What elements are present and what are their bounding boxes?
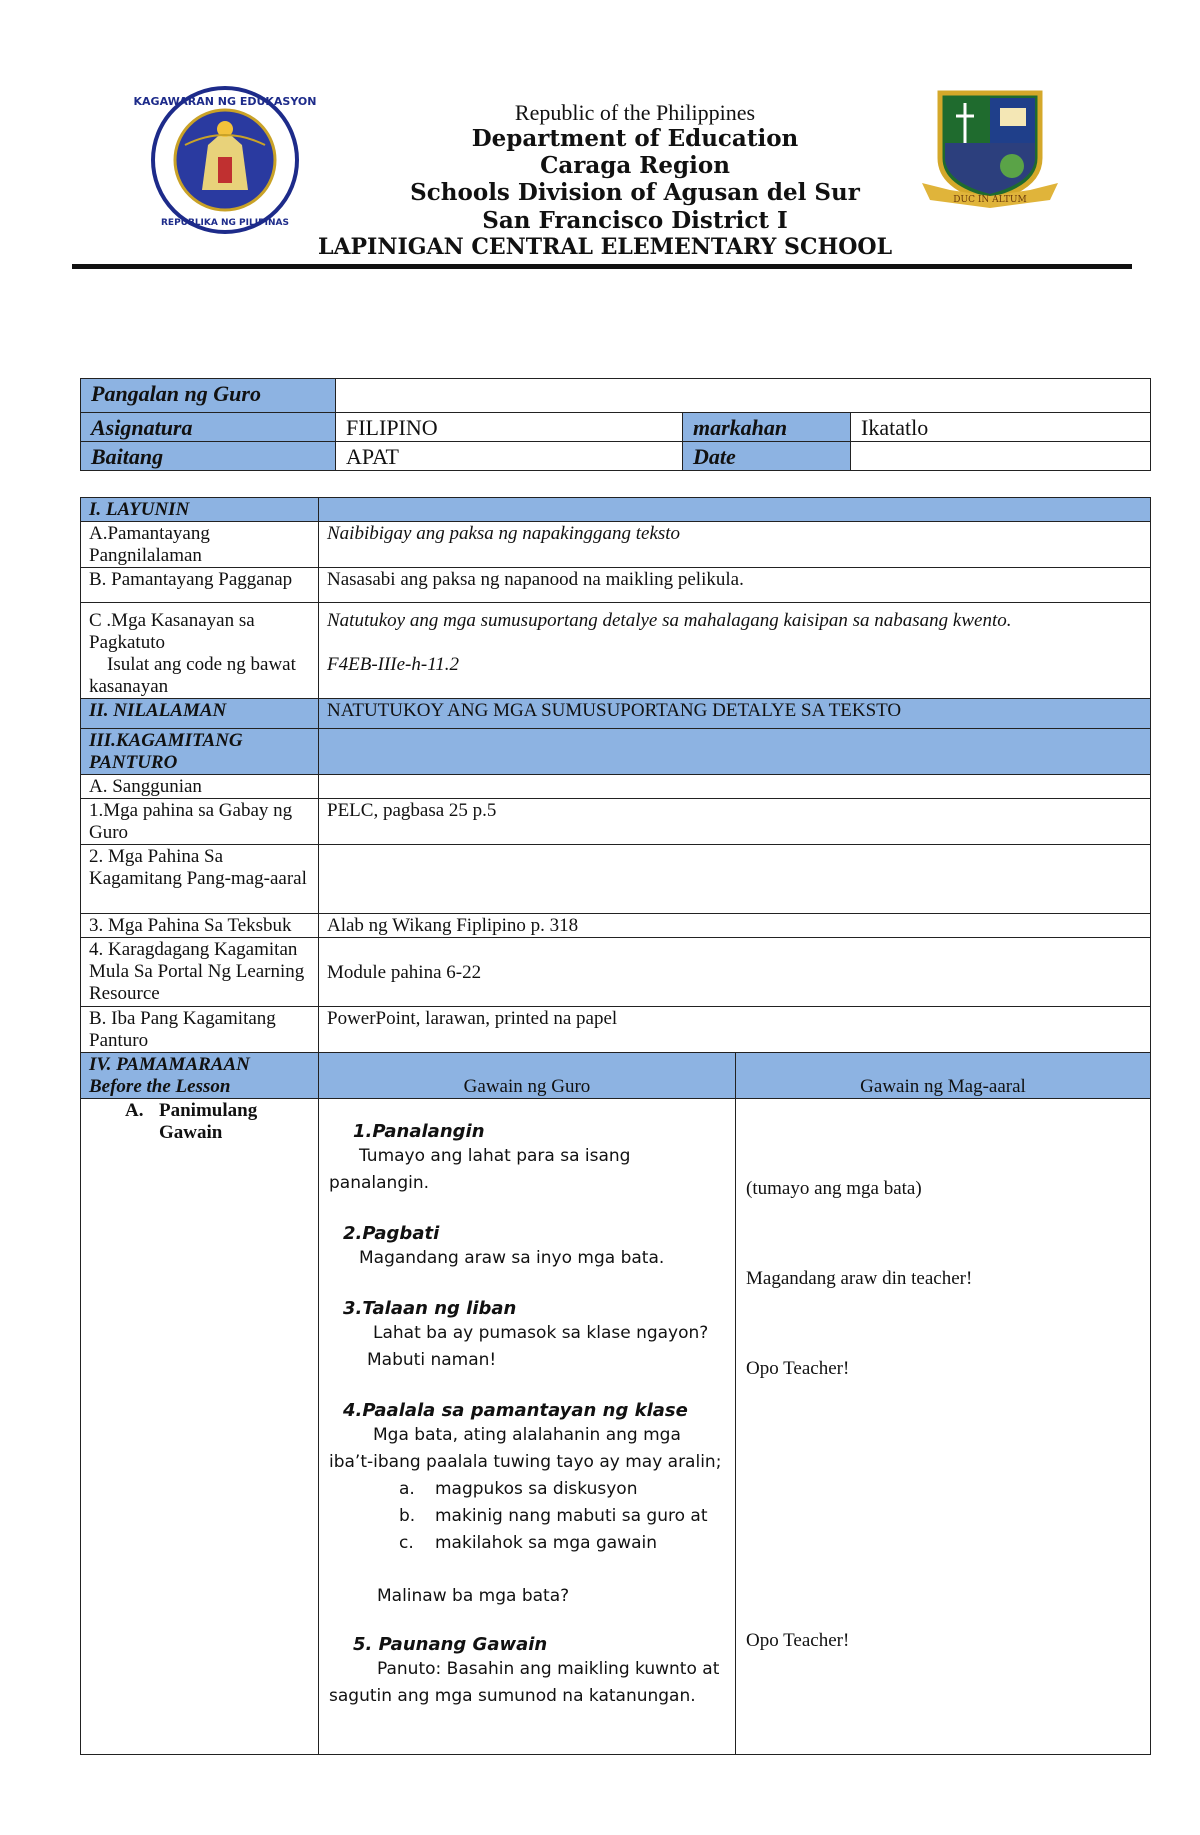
row-value-sanggunian <box>319 775 1151 799</box>
paunang-gawain-title: 5. Paunang Gawain <box>353 1634 548 1655</box>
subject-label: Asignatura <box>81 413 336 442</box>
info-table <box>80 378 1151 471</box>
panalangin-text: Tumayo ang lahat para sa isang panalangin. <box>329 1146 631 1193</box>
kasanayan-code: F4EB-IIIe-h-11.2 <box>327 654 460 675</box>
grade-label: Baitang <box>81 442 336 471</box>
paalala-list <box>329 1476 725 1557</box>
guro-activities-cell <box>319 1099 736 1755</box>
panimulang-gawain-cell <box>81 1099 319 1755</box>
row-value-teksbuk: Alab ng Wikang Fiplipino p. 318 <box>319 914 1151 938</box>
list-item <box>399 1503 725 1530</box>
panimulang-label: Panimulang Gawain <box>159 1100 258 1143</box>
header-divider <box>72 264 1132 269</box>
list-item-key: c. <box>399 1533 414 1553</box>
list-item-key: a. <box>399 1479 415 1499</box>
header-department: Department of Education <box>471 125 799 152</box>
quarter-value: Ikatatlo <box>851 413 1151 442</box>
mag-aaral-activities-cell <box>736 1099 1151 1755</box>
before-lesson-label: Before the Lesson <box>89 1076 231 1097</box>
row-label-teksbuk: 3. Mga Pahina Sa Teksbuk <box>81 914 319 938</box>
header-region: Caraga Region <box>540 152 730 179</box>
kasanayan-label: C .Mga Kasanayan sa Pagkatuto <box>89 610 255 653</box>
row-value-iba-pang: PowerPoint, larawan, printed na papel <box>319 1007 1151 1053</box>
row-label-pagganap: B. Pamantayang Pagganap <box>81 568 319 603</box>
list-item <box>399 1530 725 1557</box>
row-label-iba-pang: B. Iba Pang Kagamitang Panturo <box>81 1007 319 1053</box>
teacher-label: Pangalan ng Guro <box>81 379 336 413</box>
pagbati-text: Magandang araw sa inyo mga bata. <box>359 1248 665 1268</box>
header-district: San Francisco District I <box>482 207 788 234</box>
response-panalangin: (tumayo ang mga bata) <box>746 1178 922 1199</box>
col-header-guro: Gawain ng Guro <box>319 1053 736 1099</box>
lesson-plan-table <box>80 497 1151 1755</box>
header-division: Schools Division of Agusan del Sur <box>410 179 860 206</box>
row-value-kasanayan <box>319 603 1151 699</box>
grade-value: APAT <box>336 442 683 471</box>
talaan-title: 3.Talaan ng liban <box>343 1298 517 1319</box>
row-label-pangnilalaman: A.Pamantayang Pangnilalaman <box>81 522 319 568</box>
list-item-text: makilahok sa mga gawain <box>435 1533 657 1553</box>
row-value-gabay: PELC, pagbasa 25 p.5 <box>319 799 1151 845</box>
row-label-kasanayan <box>81 603 319 699</box>
list-item-text: magpukos sa diskusyon <box>435 1479 638 1499</box>
row-value-pagganap: Nasasabi ang paksa ng napanood na maikling pelikula. <box>319 568 1151 603</box>
panimulang-letter: A. <box>125 1100 144 1121</box>
list-item <box>399 1476 725 1503</box>
svg-text:KAGAWARAN NG EDUKASYON: KAGAWARAN NG EDUKASYON <box>133 95 317 108</box>
paalala-title: 4.Paalala sa pamantayan ng klase <box>343 1400 688 1421</box>
pagbati-title: 2.Pagbati <box>343 1223 440 1244</box>
section-kagamitan: III.KAGAMITANG PANTURO <box>81 729 319 775</box>
header-school: LAPINIGAN CENTRAL ELEMENTARY SCHOOL <box>317 234 893 260</box>
talaan-text-1: Lahat ba ay pumasok sa klase ngayon? <box>373 1323 709 1343</box>
row-value-pangnilalaman: Naibibigay ang paksa ng napakinggang teksto <box>319 522 1151 568</box>
kasanayan-code-label: Isulat ang code ng bawat kasanayan <box>89 654 296 697</box>
section-kagamitan-fill <box>319 729 1151 775</box>
header-republic: Republic of the Philippines <box>514 100 756 125</box>
date-label: Date <box>683 442 851 471</box>
row-label-portal: 4. Karagdagang Kagamitan Mula Sa Portal Ng Learning Resource <box>81 938 319 1007</box>
paalala-text: Mga bata, ating alalahanin ang mga iba’t-ibang paalala tuwing tayo ay may aralin; <box>329 1425 722 1472</box>
list-item-text: makinig nang mabuti sa guro at <box>435 1506 708 1526</box>
section-layunin: I. LAYUNIN <box>81 498 319 522</box>
list-item-key: b. <box>399 1506 416 1526</box>
section-pamamaraan <box>81 1053 319 1099</box>
row-value-portal: Module pahina 6-22 <box>319 938 1151 1007</box>
section-layunin-fill <box>319 498 1151 522</box>
talaan-text-2: Mabuti naman! <box>367 1350 497 1370</box>
paunang-gawain-text: Panuto: Basahin ang maikling kuwnto at sagutin ang mga sumunod na katanungan. <box>329 1659 720 1706</box>
date-field[interactable] <box>851 442 1151 471</box>
quarter-label: markahan <box>683 413 851 442</box>
response-paalala: Opo Teacher! <box>746 1630 850 1651</box>
panalangin-title: 1.Panalangin <box>353 1121 485 1142</box>
svg-text:DUC IN ALTUM: DUC IN ALTUM <box>953 195 1027 205</box>
response-pagbati: Magandang araw din teacher! <box>746 1268 973 1289</box>
col-header-mag-aaral: Gawain ng Mag-aaral <box>736 1053 1151 1099</box>
subject-value: FILIPINO <box>336 413 683 442</box>
row-label-sanggunian: A. Sanggunian <box>81 775 319 799</box>
section-nilalaman: II. NILALAMAN <box>81 699 319 729</box>
paalala-question: Malinaw ba mga bata? <box>377 1586 570 1606</box>
kasanayan-text: Natutukoy ang mga sumusuportang detalye sa mahalagang kaisipan sa nabasang kwento. <box>327 610 1012 631</box>
pamamaraan-title: IV. PAMAMARAAN <box>89 1054 250 1075</box>
svg-text:REPUBLIKA NG PILIPINAS: REPUBLIKA NG PILIPINAS <box>160 218 290 228</box>
nilalaman-value: NATUTUKOY ANG MGA SUMUSUPORTANG DETALYE SA TEKSTO <box>319 699 1151 729</box>
row-label-gabay: 1.Mga pahina sa Gabay ng Guro <box>81 799 319 845</box>
response-talaan: Opo Teacher! <box>746 1358 850 1379</box>
panimulang-gawain-heading <box>89 1100 310 1144</box>
row-label-pang-mag-aaral: 2. Mga Pahina Sa Kagamitang Pang-mag-aaral <box>81 845 319 914</box>
teacher-field[interactable] <box>336 379 1151 413</box>
row-value-pang-mag-aaral <box>319 845 1151 914</box>
